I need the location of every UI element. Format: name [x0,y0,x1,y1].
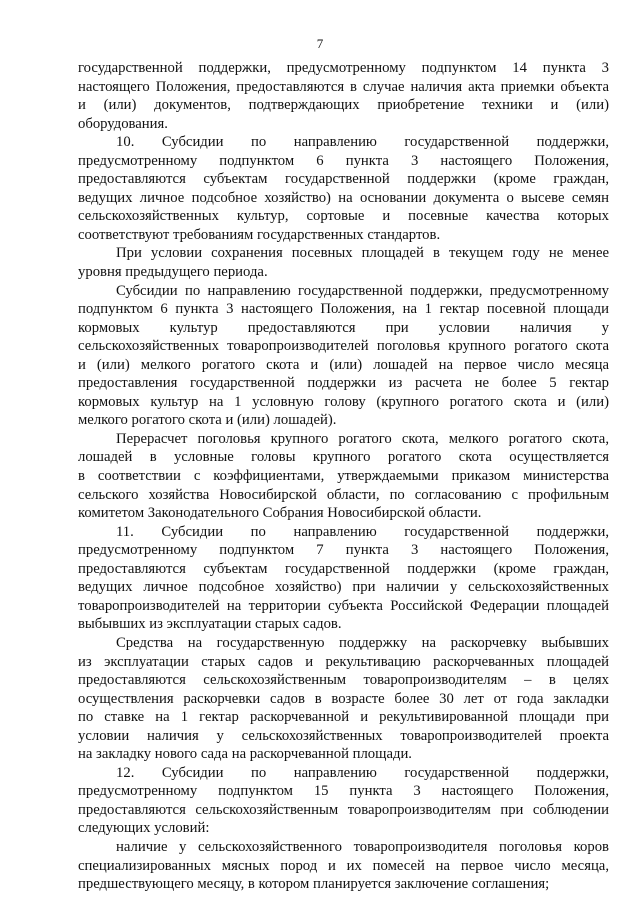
text-line: государственной поддержки, предусмотренному подпунктом 14 пункта 3 [78,60,609,76]
text-line: уровня предыдущего периода. [78,264,268,281]
text-line: мелкого рогатого скота и (или) лошадей). [78,412,337,429]
paragraph [78,430,609,523]
text-line: оборудования. [78,115,168,132]
text-line: сельскохозяйственных товаропроизводителей поголовья крупного рогатого скота [78,338,609,355]
text-line: специализированных мясных пород и их помесей на первое число месяца, [78,857,609,874]
text-line: в соответствии с коэффициентами, утверждаемыми приказом министерства [78,468,609,485]
text-line: по ставке на 1 гектар раскорчеванной и рекультивированной площади при [78,709,609,726]
text-line: условии наличия у сельскохозяйственных товаропроизводителей проекта [78,727,609,744]
paragraph [78,764,609,838]
text-line: предоставляются субъектам государственной поддержки (кроме граждан, [78,560,609,577]
text-line: При условии сохранения посевных площадей в текущем году не менее [116,245,609,262]
text-line: предоставляются сельскохозяйственным товаропроизводителям при соблюдении [78,801,609,818]
paragraph [78,282,609,430]
text-line: осуществления раскорчевки садов в возрасте более 30 лет от года закладки [78,690,609,707]
text-line: предусмотренному подпунктом 6 пункта 3 настоящего Положения, [78,152,609,169]
text-line: товаропроизводителей на территории субъекта Российской Федерации площадей [78,597,609,614]
text-line: Перерасчет поголовья крупного рогатого скота, мелкого рогатого скота, [116,430,609,447]
paragraph [78,133,609,244]
text-line: сельскохозяйственных культур, сортовые и посевные качества которых [78,208,609,225]
text-line: комитетом Законодательного Собрания Новосибирской области. [78,505,482,522]
paragraph [78,244,609,281]
text-line: соответствуют требованиям государственных стандартов. [78,226,441,243]
text-line: предоставляются субъектам государственной поддержки (кроме граждан, [78,171,609,188]
paragraph [78,634,609,764]
text-line: ведущих личное подсобное хозяйство) на основании документа о высеве семян [78,189,609,206]
paragraph [78,59,609,133]
page-number: 7 [316,36,324,51]
text-line: предусмотренному подпунктом 15 пункта 3 настоящего Положения, [78,783,609,800]
text-line: кормовых культур на 1 условную голову (крупного рогатого скота и (или) [78,393,609,410]
text-line: кормовых культур предоставляются при условии наличия у [78,319,609,336]
text-line: и (или) мелкого рогатого скота и (или) лошадей на первое число месяца [78,356,609,373]
paragraph [78,838,609,894]
text-line: выбывших из эксплуатации старых садов. [78,616,342,633]
text-line: предусмотренному подпунктом 7 пункта 3 настоящего Положения, [78,542,609,559]
text-line: подпунктом 6 пункта 3 настоящего Положения, на 1 гектар посевной площади [78,301,609,318]
text-line: наличие у сельскохозяйственного товаропроизводителя поголовья коров [116,838,609,855]
text-line: следующих условий: [78,820,210,837]
text-line: и (или) документов, подтверждающих приобретение техники и (или) [78,97,609,114]
text-line: предоставляются сельскохозяйственным товаропроизводителям – в целях [78,672,609,689]
text-line: Средства на государственную поддержку на раскорчевку выбывших [116,634,609,651]
text-line: на закладку нового сада на раскорчеванной площади. [78,746,412,763]
text-line: лошадей в условные головы крупного рогатого скота осуществляется [78,449,609,466]
text-line: предшествующего месяцу, в котором планируется заключение соглашения; [78,876,550,893]
text-line: сельского хозяйства Новосибирской области, по согласованию с профильным [78,486,609,503]
paragraph [78,523,609,634]
text-line: из эксплуатации старых садов и рекультивацию раскорчеванных площадей [78,653,609,670]
text-line: Субсидии по направлению государственной поддержки, предусмотренному [116,282,609,299]
text-line: ведущих личное подсобное хозяйство) при наличии у сельскохозяйственных [78,579,609,596]
text-line: предоставления государственной поддержки из расчета не более 5 гектар [78,375,609,392]
text-line: 12. Субсидии по направлению государственной поддержки, [116,764,609,781]
text-line: 11. Субсидии по направлению государственной поддержки, [116,523,609,540]
document-body [78,59,609,894]
text-line: 10. Субсидии по направлению государственной поддержки, [116,134,609,151]
text-line: настоящего Положения, предоставляются в случае наличия акта приемки объекта [78,78,609,95]
